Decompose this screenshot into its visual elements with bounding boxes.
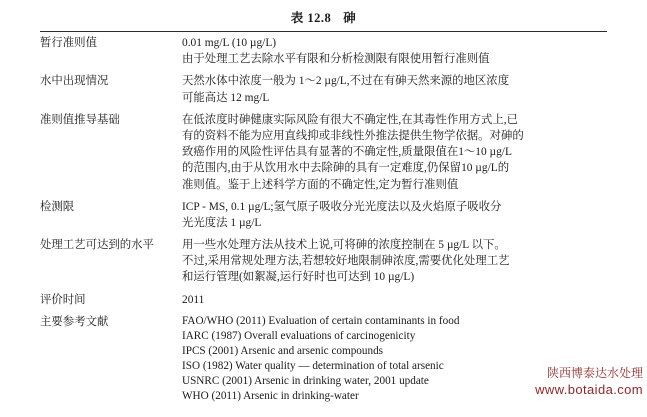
watermark-url: www.botaida.com — [535, 382, 643, 398]
value-line: 可能高达 12 mg/L — [182, 91, 270, 104]
row-value — [182, 289, 607, 311]
row-value — [182, 196, 607, 234]
table-row — [40, 234, 607, 289]
row-value — [182, 70, 607, 108]
value-line: 天然水体中浓度一般为 1～2 µg/L,不过在有砷天然来源的地区浓度 — [182, 75, 510, 88]
row-label: 主要参考文献 — [40, 315, 109, 328]
reference-line: ISO (1982) Water quality — determination of total arsenic — [182, 360, 444, 373]
value-line: 有的资料不能为应用直线抑或非线性外推法提供生物学依据。对砷的 — [182, 129, 524, 142]
value-line: 不过,采用常规处理方法,若想较好地限制砷浓度,需要优化处理工艺 — [182, 255, 510, 268]
reference-line: IPCS (2001) Arsenic and arsenic compounds — [182, 345, 384, 358]
table-row — [40, 70, 607, 108]
row-value — [182, 32, 607, 70]
table-row — [40, 109, 607, 196]
value-line: 在低浓度时砷健康实际风险有很大不确定性,在其毒性作用方式上,已 — [182, 113, 519, 126]
table-number: 表 12.8 — [290, 11, 332, 25]
reference-line: IARC (1987) Overall evaluations of carcinogenicity — [182, 329, 416, 342]
table-title: 砷 — [343, 11, 357, 25]
row-value — [182, 311, 607, 408]
table-row — [40, 196, 607, 234]
value-line: 2011 — [182, 293, 205, 306]
substance-fact-table — [40, 32, 607, 407]
value-line: 和运行管理(如絮凝,运行好时也可达到 10 µg/L) — [182, 271, 415, 284]
row-value — [182, 234, 607, 289]
row-label: 水中出现情况 — [40, 75, 109, 88]
value-line: 准则值。鉴于上述科学方面的不确定性,定为暂行准则值 — [182, 178, 459, 191]
row-label: 暂行准则值 — [40, 37, 97, 49]
table-caption — [0, 8, 647, 26]
row-value — [182, 109, 607, 196]
row-label: 检测限 — [40, 200, 75, 213]
value-line: 用一些水处理方法从技术上说,可将砷的浓度控制在 5 µg/L 以下。 — [182, 239, 506, 252]
row-label: 评价时间 — [40, 293, 86, 306]
table-row — [40, 32, 607, 70]
value-line: ICP - MS, 0.1 µg/L;氢气原子吸收分光光度法以及火焰原子吸收分 — [182, 200, 502, 213]
value-line: 致癌作用的风险性评估具有显著的不确定性,质量限值在1～10 µg/L — [182, 146, 512, 159]
reference-line: WHO (2011) Arsenic in drinking-water — [182, 390, 359, 403]
value-line: 光光度法 1 µg/L — [182, 216, 262, 229]
row-label: 处理工艺可达到的水平 — [40, 239, 154, 252]
watermark-company: 陕西博泰达水处理 — [546, 366, 643, 381]
row-label: 准则值推导基础 — [40, 113, 120, 126]
table-row — [40, 289, 607, 311]
reference-line: USNRC (2001) Arsenic in drinking water, 2001 update — [182, 375, 429, 388]
value-line: 的范围内,由于从饮用水中去除砷的具有一定难度,仍保留10 µg/L的 — [182, 162, 510, 175]
value-line: 0.01 mg/L (10 µg/L) — [182, 37, 277, 49]
value-line: 由于处理工艺去除水平有限和分析检测限有限使用暂行准则值 — [182, 53, 490, 66]
table-row — [40, 311, 607, 408]
reference-line: FAO/WHO (2011) Evaluation of certain contaminants in food — [182, 314, 460, 327]
